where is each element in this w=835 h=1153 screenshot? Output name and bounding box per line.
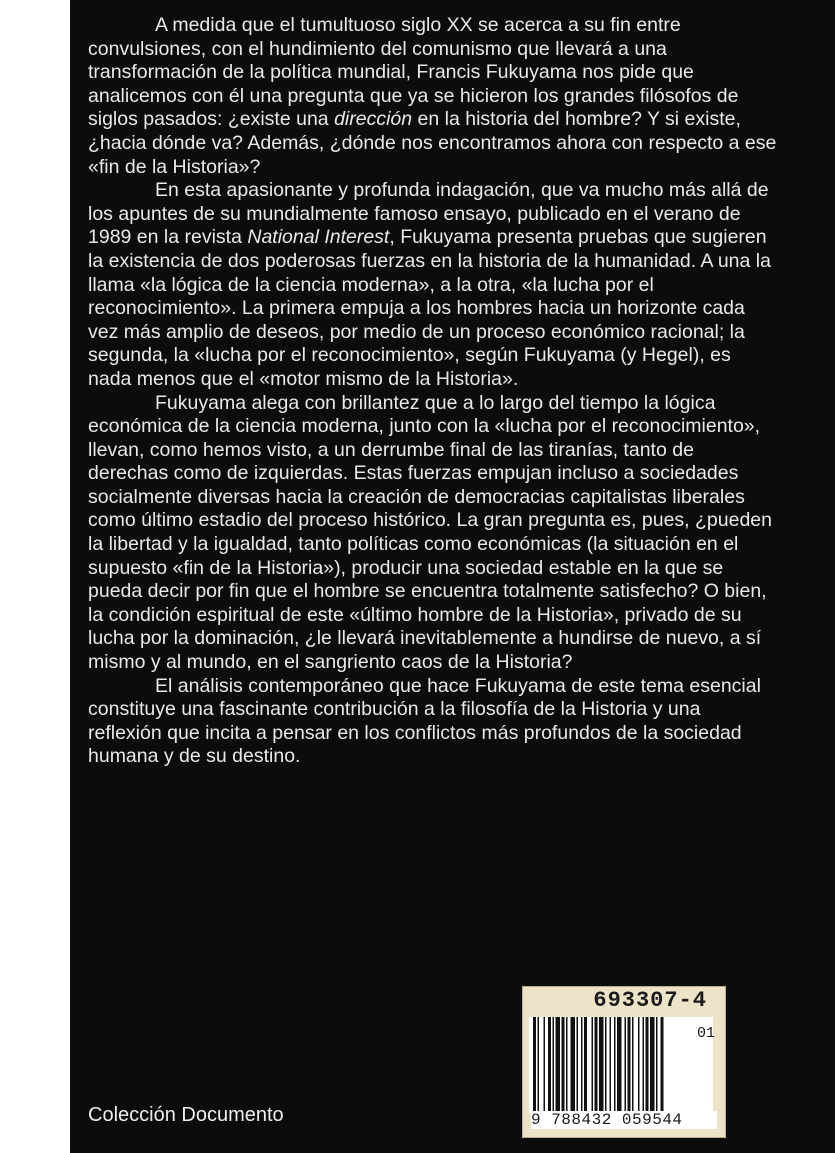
ean-number: 9 788432 059544 bbox=[531, 1111, 717, 1129]
barcode-bar bbox=[553, 1017, 555, 1113]
paragraph-3: Fukuyama alega con brillantez que a lo largo del tiempo la lógica económica de la ciencia moderna, junto con la «lucha por el reconocimiento», llevan, como hemos visto, a un derrumbe final de las tiranías, tanto de derechas como de izquierdas. Estas fuerzas empujan incluso a sociedades socialmente diversas hacia la creación de democracias capitalistas liberales como último estadio del proceso histórico. La gran pregunta es, pues, ¿pueden la libertad y la igualdad, tanto políticas como económicas (la situación en el supuesto «fin de la Historia»), producir una sociedad estable en la que se pueda decir por fin que el hombre se encuentra totalmente satisfecho? O bien, la condición espiritual de este «último hombre de la Historia», privado de su lucha por la dominación, ¿le llevará inevitablemente a hundirse de nuevo, a sí mismo y al mundo, en el sangriento caos de la Historia? bbox=[88, 391, 772, 674]
barcode-bars bbox=[529, 1017, 713, 1113]
barcode-bar bbox=[656, 1017, 658, 1113]
barcode-bar bbox=[628, 1017, 631, 1113]
barcode-bar bbox=[562, 1017, 565, 1113]
barcode-bar bbox=[584, 1017, 587, 1113]
barcode-bar bbox=[592, 1017, 594, 1113]
barcode-bar bbox=[610, 1017, 612, 1113]
barcode-bar bbox=[556, 1017, 561, 1113]
barcode-bar bbox=[643, 1017, 645, 1113]
barcode-bar bbox=[538, 1017, 540, 1113]
barcode-bar bbox=[605, 1017, 607, 1113]
barcode-bar bbox=[581, 1017, 583, 1113]
barcode-bar bbox=[533, 1017, 536, 1113]
paragraph-4: El análisis contemporáneo que hace Fukuyama de este tema esencial constituye una fascinante contribución a la filosofía de la Historia y una reflexión que incita a pensar en los conflictos más profundos de la sociedad humana y de su destino. bbox=[88, 674, 761, 768]
collection-name: Colección Documento bbox=[88, 1104, 284, 1126]
barcode-bar bbox=[650, 1017, 655, 1113]
back-cover bbox=[70, 0, 835, 1153]
paragraph-2: En esta apasionante y profunda indagación, que va mucho más allá de los apuntes de su mundialmente famoso ensayo, publicado en el verano de 1989 en la revista National Interest, Fukuyama presenta pruebas que sugieren la existencia de dos poderosas fuerzas en la historia de la humanidad. A una la llama «la lógica de la ciencia moderna», a la otra, «la lucha por el reconocimiento». La primera empuja a los hombres hacia un horizonte cada vez más amplio de deseos, por medio de un proceso económico racional; la segunda, la «lucha por el reconocimiento», según Fukuyama (y Hegel), es nada menos que el «motor mismo de la Historia». bbox=[88, 179, 771, 390]
barcode-bar bbox=[548, 1017, 551, 1113]
label-code: 693307-4 bbox=[593, 988, 707, 1013]
barcode-addon: 01 bbox=[696, 1025, 715, 1042]
barcode-bar bbox=[544, 1017, 546, 1113]
emphasis-direccion: dirección bbox=[334, 108, 413, 131]
barcode-bar bbox=[577, 1017, 579, 1113]
barcode-sticker bbox=[522, 986, 726, 1138]
barcode-bar bbox=[638, 1017, 640, 1113]
barcode-icon bbox=[529, 1017, 713, 1113]
barcode-bar bbox=[632, 1017, 634, 1113]
barcode-bar bbox=[566, 1017, 568, 1113]
barcode-bar bbox=[571, 1017, 576, 1113]
paragraph-1: A medida que el tumultuoso siglo XX se acerca a su fin entre convulsiones, con el hundimiento del comunismo que llevará a una transformación de la política mundial, Francis Fukuyama nos pide que analicemos con él una pregunta que ya se hicieron los grandes filósofos de siglos pasados: ¿existe una dirección en la historia del hombre? Y si existe, ¿hacia dónde va? Además, ¿dónde nos encontramos ahora con respecto a ese «fin de la Historia»? bbox=[88, 14, 777, 178]
barcode-bar bbox=[646, 1017, 649, 1113]
barcode-bar bbox=[625, 1017, 627, 1113]
emphasis-national-interest: National Interest bbox=[247, 226, 390, 249]
barcode-bar bbox=[617, 1017, 622, 1113]
barcode-bar bbox=[614, 1017, 616, 1113]
blurb-text bbox=[88, 14, 778, 769]
barcode-bar bbox=[661, 1017, 664, 1113]
barcode-bar bbox=[599, 1017, 604, 1113]
barcode-bar bbox=[595, 1017, 598, 1113]
